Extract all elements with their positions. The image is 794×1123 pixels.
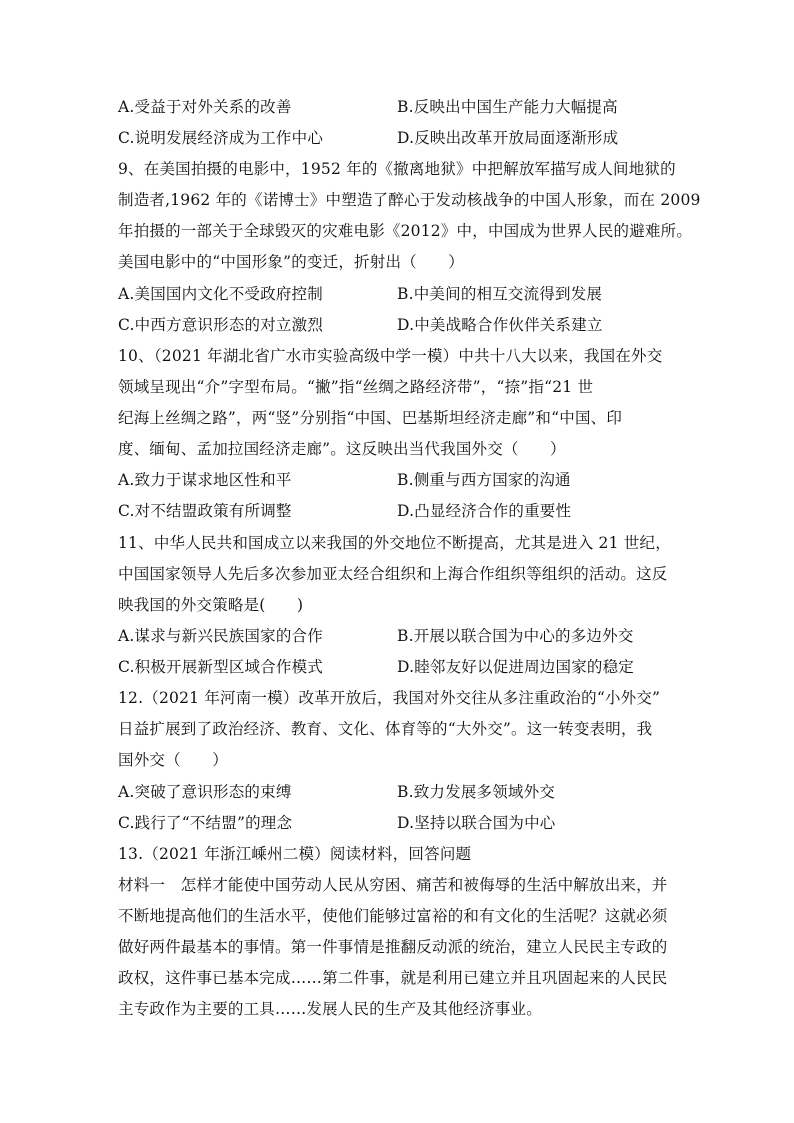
q13-material-line-2: 不断地提高他们的生活水平，使他们能够过富裕的和有文化的生活呢？这就必须 <box>118 907 668 925</box>
q12-option-c: C.践行了“不结盟”的理念 <box>118 814 293 832</box>
q10-option-d: D.凸显经济合作的重要性 <box>397 502 572 520</box>
q11-stem-line-1: 11、中华人民共和国成立以来我国的外交地位不断提高，尤其是进入 21 世纪， <box>118 534 671 552</box>
q10-stem-line-4: 度、缅甸、孟加拉国经济走廊”。这反映出当代我国外交（ ） <box>118 440 566 458</box>
q9-option-b: B.中美间的相互交流得到发展 <box>397 285 603 303</box>
q11-option-d: D.睦邻友好以促进周边国家的稳定 <box>397 658 635 676</box>
q12-stem-line-2: 日益扩展到了政治经济、教育、文化、体育等的“大外交”。这一转变表明，我 <box>118 720 653 738</box>
q10-stem-line-2: 领域呈现出“介”字型布局。“撇”指“丝绸之路经济带”，“捺”指“21 世 <box>118 378 594 396</box>
q8-option-a: A.受益于对外关系的改善 <box>118 98 292 116</box>
q13-material-line-1: 材料一 怎样才能使中国劳动人民从穷困、痛苦和被侮辱的生活中解放出来，并 <box>118 876 668 894</box>
q11-option-a: A.谋求与新兴民族国家的合作 <box>118 627 323 645</box>
q9-stem-line-3: 年拍摄的一部关于全球毁灭的灾难电影《2012》中，中国成为世界人民的避难所。 <box>118 222 693 240</box>
q9-stem-line-2: 制造者,1962 年的《诺博士》中塑造了醉心于发动核战争的中国人形象，而在 2009 <box>118 191 701 209</box>
q9-option-d: D.中美战略合作伙伴关系建立 <box>397 316 603 334</box>
q12-stem-line-3: 国外交（ ） <box>118 751 228 769</box>
q10-stem-line-1: 10、（2021 年湖北省广水市实验高级中学一模）中共十八大以来，我国在外交 <box>118 347 663 365</box>
q9-option-c: C.中西方意识形态的对立激烈 <box>118 316 324 334</box>
q11-stem-line-3: 映我国的外交策略是( ) <box>118 596 304 614</box>
q11-stem-line-2: 中国国家领导人先后多次参加亚太经合组织和上海合作组织等组织的活动。这反 <box>118 565 668 583</box>
q13-material-line-4: 政权，这件事已基本完成……第二件事，就是利用已建立并且巩固起来的人民民 <box>118 969 668 987</box>
q12-option-b: B.致力发展多领域外交 <box>397 783 556 801</box>
q8-option-b: B.反映出中国生产能力大幅提高 <box>397 98 618 116</box>
q11-option-b: B.开展以联合国为中心的多边外交 <box>397 627 634 645</box>
q12-option-a: A.突破了意识形态的束缚 <box>118 783 292 801</box>
q9-stem-line-1: 9、在美国拍摄的电影中，1952 年的《撤离地狱》中把解放军描写成人间地狱的 <box>118 160 676 178</box>
q13-stem-line-1: 13.（2021 年浙江嵊州二模）阅读材料，回答问题 <box>118 845 472 863</box>
q10-option-c: C.对不结盟政策有所调整 <box>118 502 292 520</box>
q9-option-a: A.美国国内文化不受政府控制 <box>118 285 323 303</box>
q8-option-d: D.反映出改革开放局面逐渐形成 <box>397 129 619 147</box>
q10-option-a: A.致力于谋求地区性和平 <box>118 471 292 489</box>
q8-option-c: C.说明发展经济成为工作中心 <box>118 129 324 147</box>
q11-option-c: C.积极开展新型区域合作模式 <box>118 658 324 676</box>
q12-option-d: D.坚持以联合国为中心 <box>397 814 556 832</box>
q13-material-line-5: 主专政作为主要的工具……发展人民的生产及其他经济事业。 <box>118 1000 542 1018</box>
q13-material-line-3: 做好两件最基本的事情。第一件事情是推翻反动派的统治，建立人民民主专政的 <box>118 938 668 956</box>
q10-option-b: B.侧重与西方国家的沟通 <box>397 471 571 489</box>
q9-stem-line-4: 美国电影中的“中国形象”的变迁，折射出（ ） <box>118 253 464 271</box>
q12-stem-line-1: 12.（2021 年河南一模）改革开放后，我国对外交往从多注重政治的“小外交” <box>118 689 661 707</box>
q10-stem-line-3: 纪海上丝绸之路”，两“竖”分别指“中国、巴基斯坦经济走廊”和“中国、印 <box>118 409 623 427</box>
